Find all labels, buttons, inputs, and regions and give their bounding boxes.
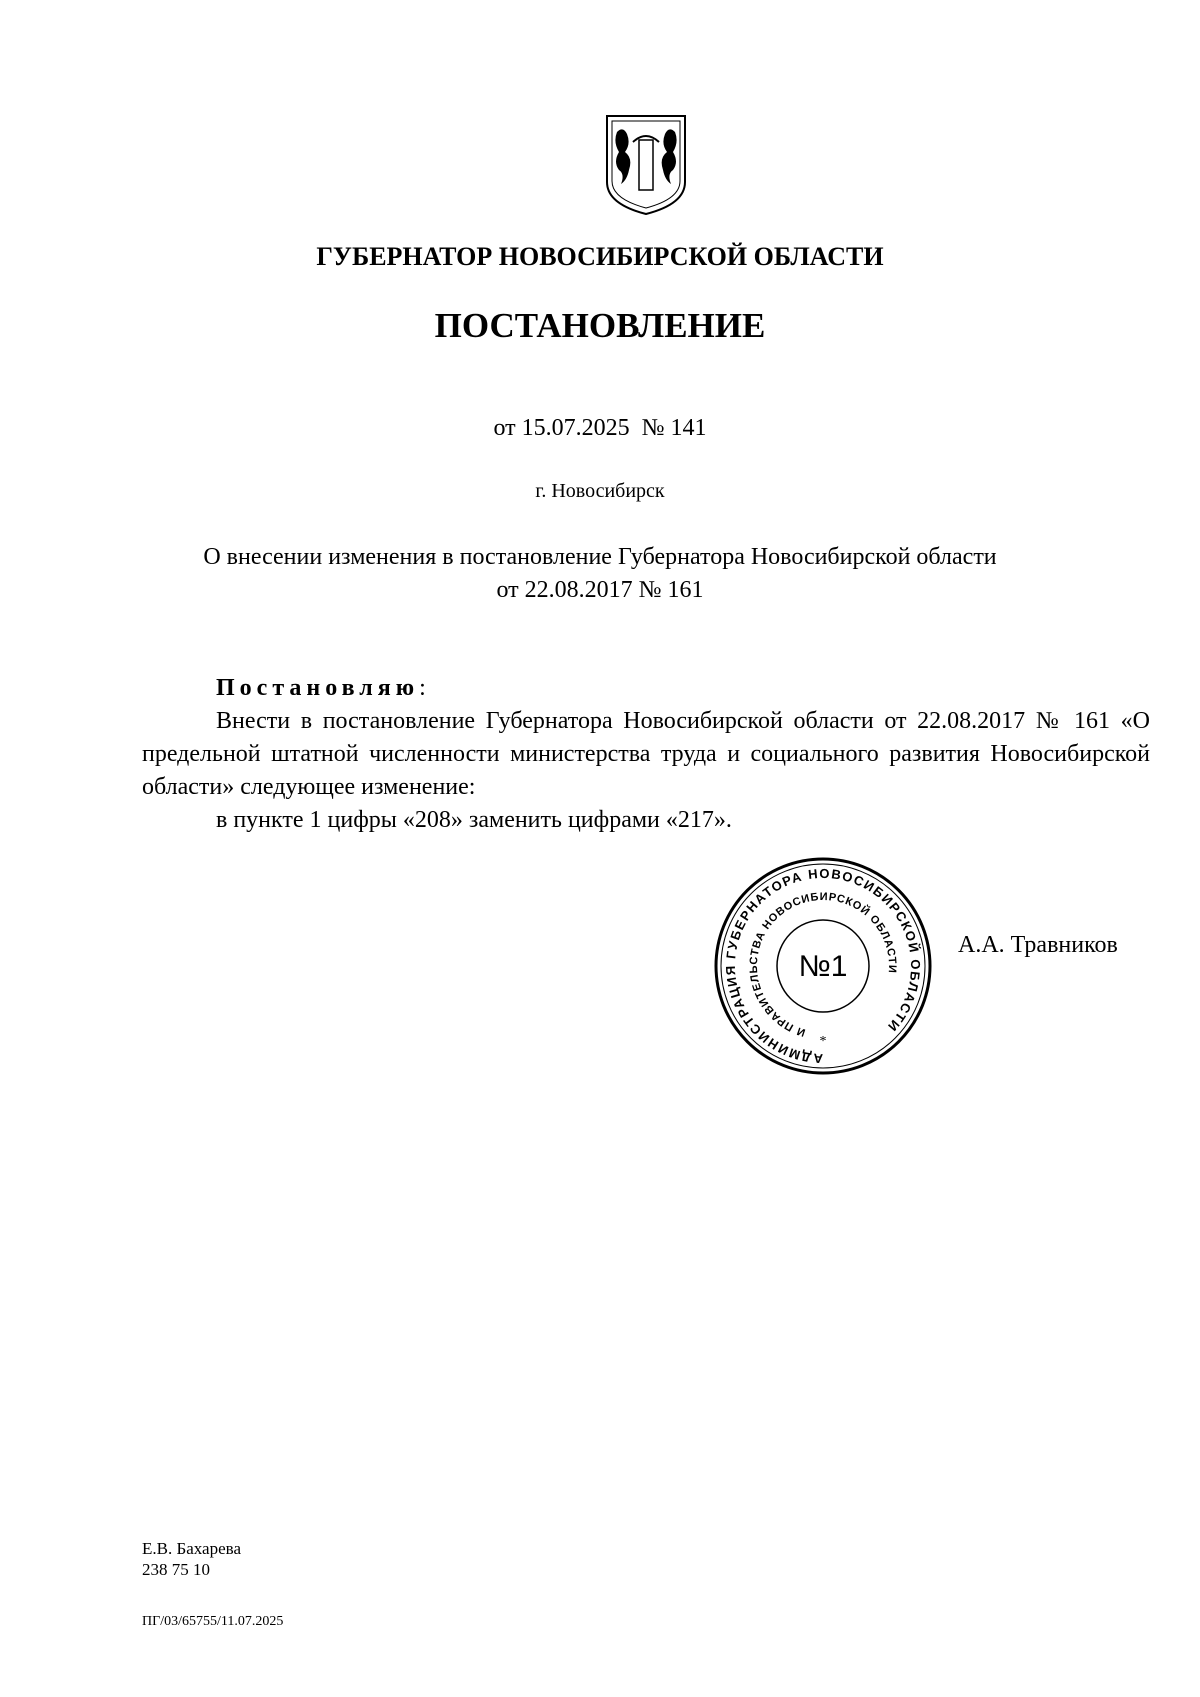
body-paragraph-1: Внести в постановление Губернатора Новосибирской области от 22.08.2017 № 161 «О предельной штатной численности министерства труда и социального развития Новосибирской области» следующее изменение: <box>142 708 1150 800</box>
stamp-outer-text: АДМИНИСТРАЦИЯ ГУБЕРНАТОРА НОВОСИБИРСКОЙ ОБЛАСТИ <box>722 865 924 1067</box>
executor-name: Е.В. Бахарева <box>142 1539 241 1558</box>
decree-word: Постановляю <box>216 675 420 701</box>
subject-line-1: О внесении изменения в постановление Губернатора Новосибирской области <box>203 544 997 570</box>
document-type: ПОСТАНОВЛЕНИЕ <box>434 306 766 345</box>
signatory-name: А.А. Травников <box>958 932 1118 958</box>
coat-of-arms-emblem <box>603 112 689 216</box>
body-paragraph-2: в пункте 1 цифры «208» заменить цифрами «217». <box>216 807 732 833</box>
stamp-center-text: №1 <box>798 950 848 983</box>
document-city: г. Новосибирск <box>535 480 665 502</box>
svg-text:*: * <box>819 1034 827 1049</box>
document-body <box>142 672 1150 837</box>
registration-code: ПГ/03/65755/11.07.2025 <box>142 1614 284 1629</box>
document-subject <box>0 541 1200 607</box>
issuing-authority: ГУБЕРНАТОР НОВОСИБИРСКОЙ ОБЛАСТИ <box>316 242 884 271</box>
document-date-number: от 15.07.2025 № 141 <box>493 415 707 441</box>
decree-colon: : <box>419 675 426 701</box>
executor-phone: 238 75 10 <box>142 1560 210 1579</box>
official-seal-stamp <box>712 855 934 1077</box>
executor-block <box>142 1538 241 1580</box>
stamp-inner-text: И ПРАВИТЕЛЬСТВА НОВОСИБИРСКОЙ ОБЛАСТИ <box>747 890 899 1039</box>
subject-line-2: от 22.08.2017 № 161 <box>496 577 704 603</box>
